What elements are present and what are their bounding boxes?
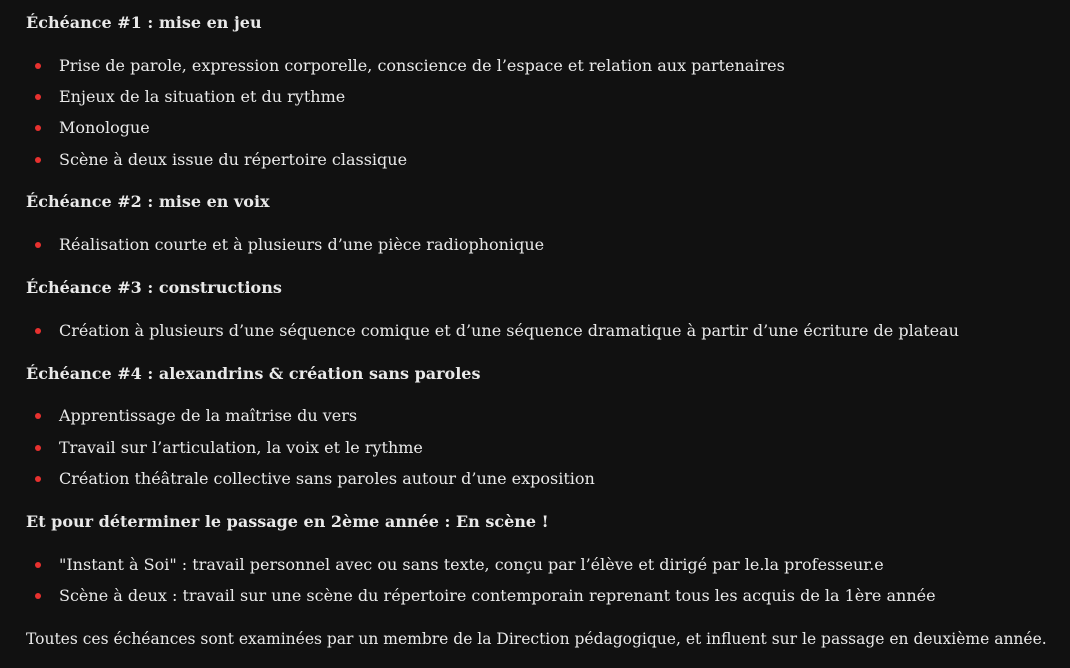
bullet-icon: [35, 593, 41, 599]
section-heading-2: Échéance #2 : mise en voix: [26, 192, 270, 211]
list-item: Scène à deux : travail sur une scène du répertoire contemporain reprenant tous les acquis de la 1ère année: [59, 586, 936, 605]
bullet-icon: [35, 242, 41, 248]
list-item: Enjeux de la situation et du rythme: [59, 87, 346, 106]
list-item: "Instant à Soi" : travail personnel avec ou sans texte, conçu par l’élève et dirigé par le.la professeur.e: [59, 555, 884, 574]
list-item: Prise de parole, expression corporelle, conscience de l’espace et relation aux partenaires: [59, 56, 785, 75]
list-item: Monologue: [59, 118, 150, 137]
list-item: Travail sur l’articulation, la voix et le rythme: [59, 438, 423, 457]
bullet-icon: [35, 445, 41, 451]
section-heading-3: Échéance #3 : constructions: [26, 278, 282, 297]
list-item: Scène à deux issue du répertoire classique: [59, 150, 408, 169]
bullet-icon: [35, 413, 41, 419]
list-item: Création à plusieurs d’une séquence comique et d’une séquence dramatique à partir d’une écriture de plateau: [59, 321, 959, 340]
bullet-icon: [35, 125, 41, 131]
section-heading-4: Échéance #4 : alexandrins & création sans paroles: [26, 364, 481, 383]
section-heading-1: Échéance #1 : mise en jeu: [26, 13, 262, 32]
bullet-icon: [35, 94, 41, 100]
list-item: Apprentissage de la maîtrise du vers: [59, 406, 358, 425]
footer-paragraph: Toutes ces échéances sont examinées par un membre de la Direction pédagogique, et influent sur le passage en deuxième année.: [26, 630, 1047, 648]
list-item: Réalisation courte et à plusieurs d’une pièce radiophonique: [59, 235, 545, 254]
bullet-icon: [35, 562, 41, 568]
bullet-icon: [35, 328, 41, 334]
bullet-icon: [35, 157, 41, 163]
bullet-icon: [35, 63, 41, 69]
bullet-icon: [35, 476, 41, 482]
list-item: Création théâtrale collective sans paroles autour d’une exposition: [59, 469, 595, 488]
section-heading-5: Et pour déterminer le passage en 2ème année : En scène !: [26, 512, 549, 531]
